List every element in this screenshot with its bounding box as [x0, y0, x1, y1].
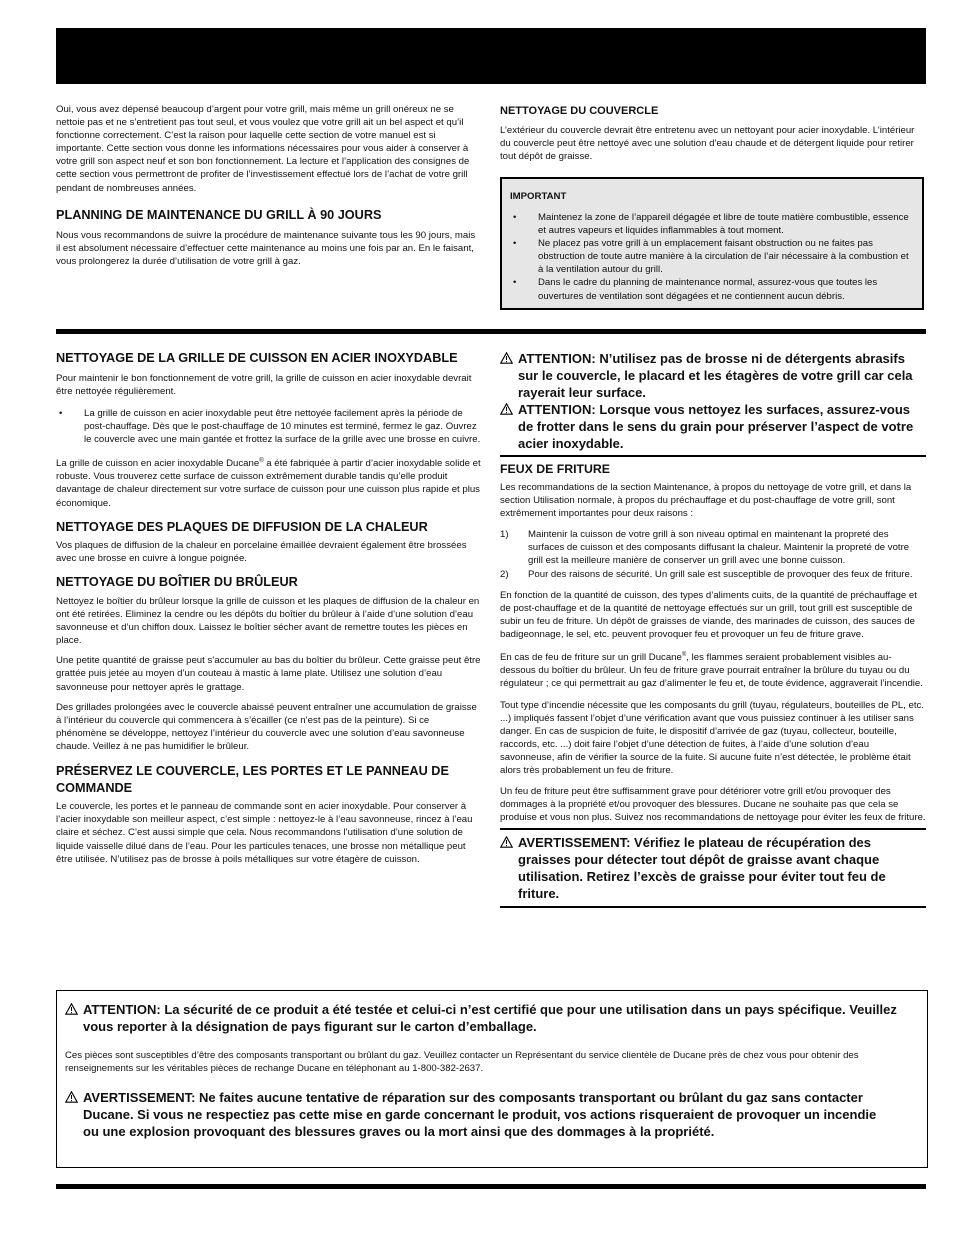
important-item: • Maintenez la zone de l’appareil dégagée et libre de toute matière combustible, essence et autres vapeurs et liquides inflammables à tout moment.: [513, 212, 909, 237]
boitier-title: NETTOYAGE DU BOÎTIER DU BRÛLEUR: [56, 575, 298, 590]
friture-text-3: Tout type d’incendie nécessite que les composants du grill (tuyau, régulateurs, bouteilles de PL, etc. ...) impliqués fassent l’objet d’une vérification avant que vous puissiez continuer à les utiliser sans danger. En cas de suspicion de fuite, le dispositif d’arrivée de gaz (tuyau, collecteur, bouteille, raccords, etc. ...) doit faire l’objet d’une détection de fuites, à l’aide d’une solution d’eau savonneuse, afin de vérifier la source de la fuite. Si aucune fuite n’est détectée, le problème était alors très probablement un feu de friture.: [500, 699, 924, 776]
rule: [500, 455, 926, 457]
left-column: [56, 350, 482, 866]
warning-triangle-icon: [500, 401, 518, 452]
section-divider: [56, 329, 926, 334]
friture-intro: Les recommandations de la section Maintenance, à propos du nettoyage de votre grill, et dans la section Utilisation normale, à propos du préchauffage et du post-chauffage de votre grill, sont extrêmement importantes pour deux raisons :: [500, 482, 912, 520]
friture-list: [500, 528, 926, 580]
friture-text-1: En fonction de la quantité de cuisson, des types d’aliments cuits, de la quantité de préchauffage et de post-chauffage et de la quantité de nettoyage effectués sur un grill, tout grill est susceptible de subir un feu de friture. Un dépôt de graisses de viande, des marinades de cuisson, des sauces de badigeonnage, le sel, etc. peuvent provoquer feu et provoquer un feu de friture grave.: [500, 589, 917, 640]
bullet: •: [513, 238, 517, 250]
planning-title: PLANNING DE MAINTENANCE DU GRILL À 90 JOURS: [56, 207, 382, 222]
avertissement-warning: AVERTISSEMENT: Vérifiez le plateau de récupération des graisses pour détecter tout dépôt de graisse avant chaque utilisation. Retirez l’excès de graisse pour éviter tout feu de friture.: [500, 834, 926, 902]
grille-list: [56, 407, 482, 446]
intro-text: Oui, vous avez dépensé beaucoup d’argent pour votre grill, mais même un grill onéreux ne se nettoie pas et ne s’entretient pas tout seul, et vous voulez que votre grill ait un bel aspect et qu’il fonctionne correctement. C’est la raison pour laquelle cette section de votre manuel est si importante. Cette section vous donne les informations nécessaires pour vous aider à conserver à votre grill son aspect neuf et son bon fonctionnement. La lecture et l’application des consignes de cette section vous permettront de profiter de l’investissement effectué lors de l’achat de votre grill pendant de nombreuses années.: [56, 104, 470, 194]
plaques-text: Vos plaques de diffusion de la chaleur en porcelaine émaillée devraient également être brossées avec une brosse en cuivre à longue poignée.: [56, 540, 467, 565]
plaques-title: NETTOYAGE DES PLAQUES DE DIFFUSION DE LA CHALEUR: [56, 519, 428, 534]
grille-item: • La grille de cuisson en acier inoxydable peut être nettoyée facilement après la période de post-chauffage. Dès que le post-chauffage de 10 minutes est terminé, fermez le gaz. Ouvrez le couvercle avec une main gantée et frottez la surface de la grille avec une brosse en cuivre.: [59, 407, 481, 445]
friture-text-2: En cas de feu de friture sur un grill Ducane®, les flammes seraient probablement visibles au-dessous du boîtier du brûleur. Un feu de friture grave pourrait entraîner la brûlure du tuyau ou du régulateur ; ce qui permettrait au gaz d’alimenter le feu et, de toute évidence, aggraverait l’incendie.: [500, 652, 923, 690]
attention-warning-3: ATTENTION: La sécurité de ce produit a été testée et celui-ci n’est certifié que pour une utilisation dans un pays spécifique. Veuillez vous reporter à la désignation de pays figurant sur le carton d’emballage.: [65, 1001, 919, 1035]
warning-triangle-icon: [65, 1089, 83, 1140]
couvercle-section: [500, 104, 926, 163]
warning-triangle-icon: [500, 350, 518, 401]
footer-bar: [56, 1184, 926, 1189]
parts-text: Ces pièces sont susceptibles d’être des composants transportant ou brûlant du gaz. Veuillez contacter un Représentant du service clientèle de Ducane près de chez vous pour obtenir des renseignements sur les véritables pièces de rechange Ducane en téléphonant au 1-800-382-2637.: [65, 1050, 859, 1075]
important-list: [510, 211, 914, 303]
important-title: IMPORTANT: [510, 191, 567, 202]
planning-text: Nous vous recommandons de suivre la procédure de maintenance suivante tous les 90 jours, mais il est absolument nécessaire d’effectuer cette maintenance au moins une fois par an. En le faisant, vous prolongerez la durée d’utilisation de votre grill à gaz.: [56, 230, 476, 268]
header-bar: [56, 28, 926, 84]
rule: [500, 828, 926, 830]
attention-warning-2: ATTENTION: Lorsque vous nettoyez les surfaces, assurez-vous de frotter dans le sens du grain pour préserver l’aspect de votre acier inoxydable.: [500, 401, 926, 452]
boitier-text-1: Nettoyez le boîtier du brûleur lorsque la grille de cuisson et les plaques de diffusion de la chaleur en ont été retirées. Eliminez la cendre ou les dépôts du boîtier du brûleur à l’aide d’une solution d’eau savonneuse et d’un chiffon doux. Laissez le boîtier sécher avant de remettre toutes les pièces en place.: [56, 596, 480, 647]
important-item: • Dans le cadre du planning de maintenance normal, assurez-vous que toutes les ouvertures de ventilation sont dégagées et ne contiennent aucun débris.: [513, 277, 878, 302]
bullet: •: [59, 407, 63, 419]
warning-triangle-icon: [65, 1001, 83, 1035]
grille-text: Pour maintenir le bon fonctionnement de votre grill, la grille de cuisson en acier inoxydable devrait être nettoyée régulièrement.: [56, 372, 472, 397]
preservez-text: Le couvercle, les portes et le panneau de commande sont en acier inoxydable. Pour conserver à l’acier inoxydable son meilleur aspect, c’est simple : nettoyez-le à l’eau savonneuse, rincez à l’eau claire et séchez. C’est aussi simple que cela. Nous recommandons l’utilisation d’une solution de liquide vaisselle dilué dans de l’eau. Pour les particules tenaces, une brosse non métallique peut être utilisée. N’utilisez pas de brosse à poils métalliques sur votre étagère de cuisson.: [56, 801, 473, 865]
couvercle-title: NETTOYAGE DU COUVERCLE: [500, 105, 659, 117]
important-box: [500, 177, 924, 310]
friture-item: 1) Maintenir la cuisson de votre grill à son niveau optimal en maintenant la propreté des surfaces de cuisson et des composants diffusant la chaleur. Maintenir la propreté de votre grill est la meilleure manière de conserver un grill avec une bonne cuisson.: [500, 529, 910, 567]
preservez-title: PRÉSERVEZ LE COUVERCLE, LES PORTES ET LE PANNEAU DE COMMANDE: [56, 764, 449, 795]
bullet: •: [513, 277, 517, 289]
important-item: • Ne placez pas votre grill à un emplacement faisant obstruction ou ne faites pas obstruction de toute autre manière à la circulation de l’air nécessaire à la combustion et à la ventilation autour du grill.: [513, 238, 909, 276]
friture-text-4: Un feu de friture peut être suffisamment grave pour détériorer votre grill et/ou provoquer des dommages à la propriété et/ou provoquer des blessures. Ducane ne souhaite pas que cela se produise et vous non plus. Suivez nos recommandations de nettoyage pour éviter les feux de friture.: [500, 786, 926, 824]
friture-title: FEUX DE FRITURE: [500, 462, 610, 476]
attention-warning-1: ATTENTION: N’utilisez pas de brosse ni de détergents abrasifs sur le couvercle, le placard et les étagères de votre grill car cela rayerait leur surface.: [500, 350, 926, 401]
grille-title: NETTOYAGE DE LA GRILLE DE CUISSON EN ACIER INOXYDABLE: [56, 351, 458, 365]
avertissement-warning-2: AVERTISSEMENT: Ne faites aucune tentative de réparation sur des composants transportant ou brûlant du gaz sans contacter Ducane. Si vous ne respectiez pas cette mise en garde concernant le produit, vos actions risqueraient de provoquer un incendie ou une explosion provoquant des blessures graves ou la mort ainsi que des dommages à la propriété.: [65, 1089, 919, 1140]
bullet: •: [513, 212, 517, 223]
friture-item: 2) Pour des raisons de sécurité. Un grill sale est susceptible de provoquer des feux de friture.: [500, 568, 913, 580]
boitier-text-3: Des grillades prolongées avec le couvercle abaissé peuvent entraîner une accumulation de graisse à l’intérieur du couvercle qui commencera à s’écailler (ce n’est pas de la peinture). Si ce phénomène se développe, nettoyez l’intérieur du couvercle avec une solution d’eau savonneuse chaude. Veillez à ne pas humidifier le brûleur.: [56, 701, 477, 752]
safety-box: [56, 990, 928, 1168]
couvercle-text: L’extérieur du couvercle devrait être entretenu avec un nettoyant pour acier inoxydable. L’intérieur du couvercle peut être nettoyé avec une solution d’eau chaude et de détergent liquide pour retirer tout dépôt de graisse.: [500, 125, 915, 163]
grille-text2: La grille de cuisson en acier inoxydable Ducane® a été fabriquée à partir d’acier inoxydable solide et robuste. Vous trouverez cette surface de cuisson extrêmement durable tandis qu’elle produit davantage de chaleur directement sur votre surface de cuisson pour une cuisson plus rapide et plus économique.: [56, 458, 481, 509]
rule: [500, 906, 926, 908]
intro-section: [56, 103, 482, 269]
boitier-text-2: Une petite quantité de graisse peut s’accumuler au bas du boîtier du brûleur. Cette graisse peut être grattée puis jetée au moyen d’un couteau à mastic à lame plate. Utilisez une solution d’eau savonneuse pour nettoyer après le grattage.: [56, 655, 481, 693]
right-column: [500, 350, 926, 908]
warning-triangle-icon: [500, 834, 518, 902]
